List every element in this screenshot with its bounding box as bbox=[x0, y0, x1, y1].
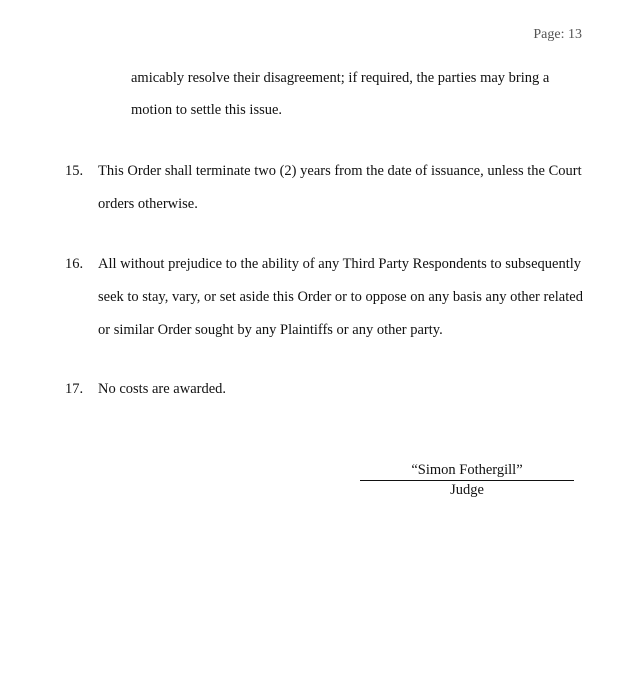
continuation-line-1: amicably resolve their disagreement; if required, the parties may bring a bbox=[131, 70, 550, 86]
continuation-line-2: motion to settle this issue. bbox=[131, 102, 283, 118]
page-number: Page: 13 bbox=[533, 27, 582, 42]
paragraph-16-line-2: seek to stay, vary, or set aside this Order or to oppose on any basis any other related bbox=[98, 289, 583, 305]
paragraph-16-line-3: or similar Order sought by any Plaintiffs or any other party. bbox=[98, 322, 443, 338]
paragraph-16-line-1: All without prejudice to the ability of any Third Party Respondents to subsequently bbox=[98, 256, 581, 272]
paragraph-16-number: 16. bbox=[65, 256, 84, 272]
paragraph-15-number: 15. bbox=[65, 163, 84, 179]
signature-name: “Simon Fothergill” bbox=[360, 462, 574, 481]
paragraph-15-line-1: This Order shall terminate two (2) years from the date of issuance, unless the Court bbox=[98, 163, 582, 179]
paragraph-15-line-2: orders otherwise. bbox=[98, 196, 198, 212]
paragraph-17-line-1: No costs are awarded. bbox=[98, 381, 227, 397]
paragraph-17-number: 17. bbox=[65, 381, 84, 397]
signature-block bbox=[360, 462, 574, 499]
signature-title: Judge bbox=[450, 482, 484, 498]
